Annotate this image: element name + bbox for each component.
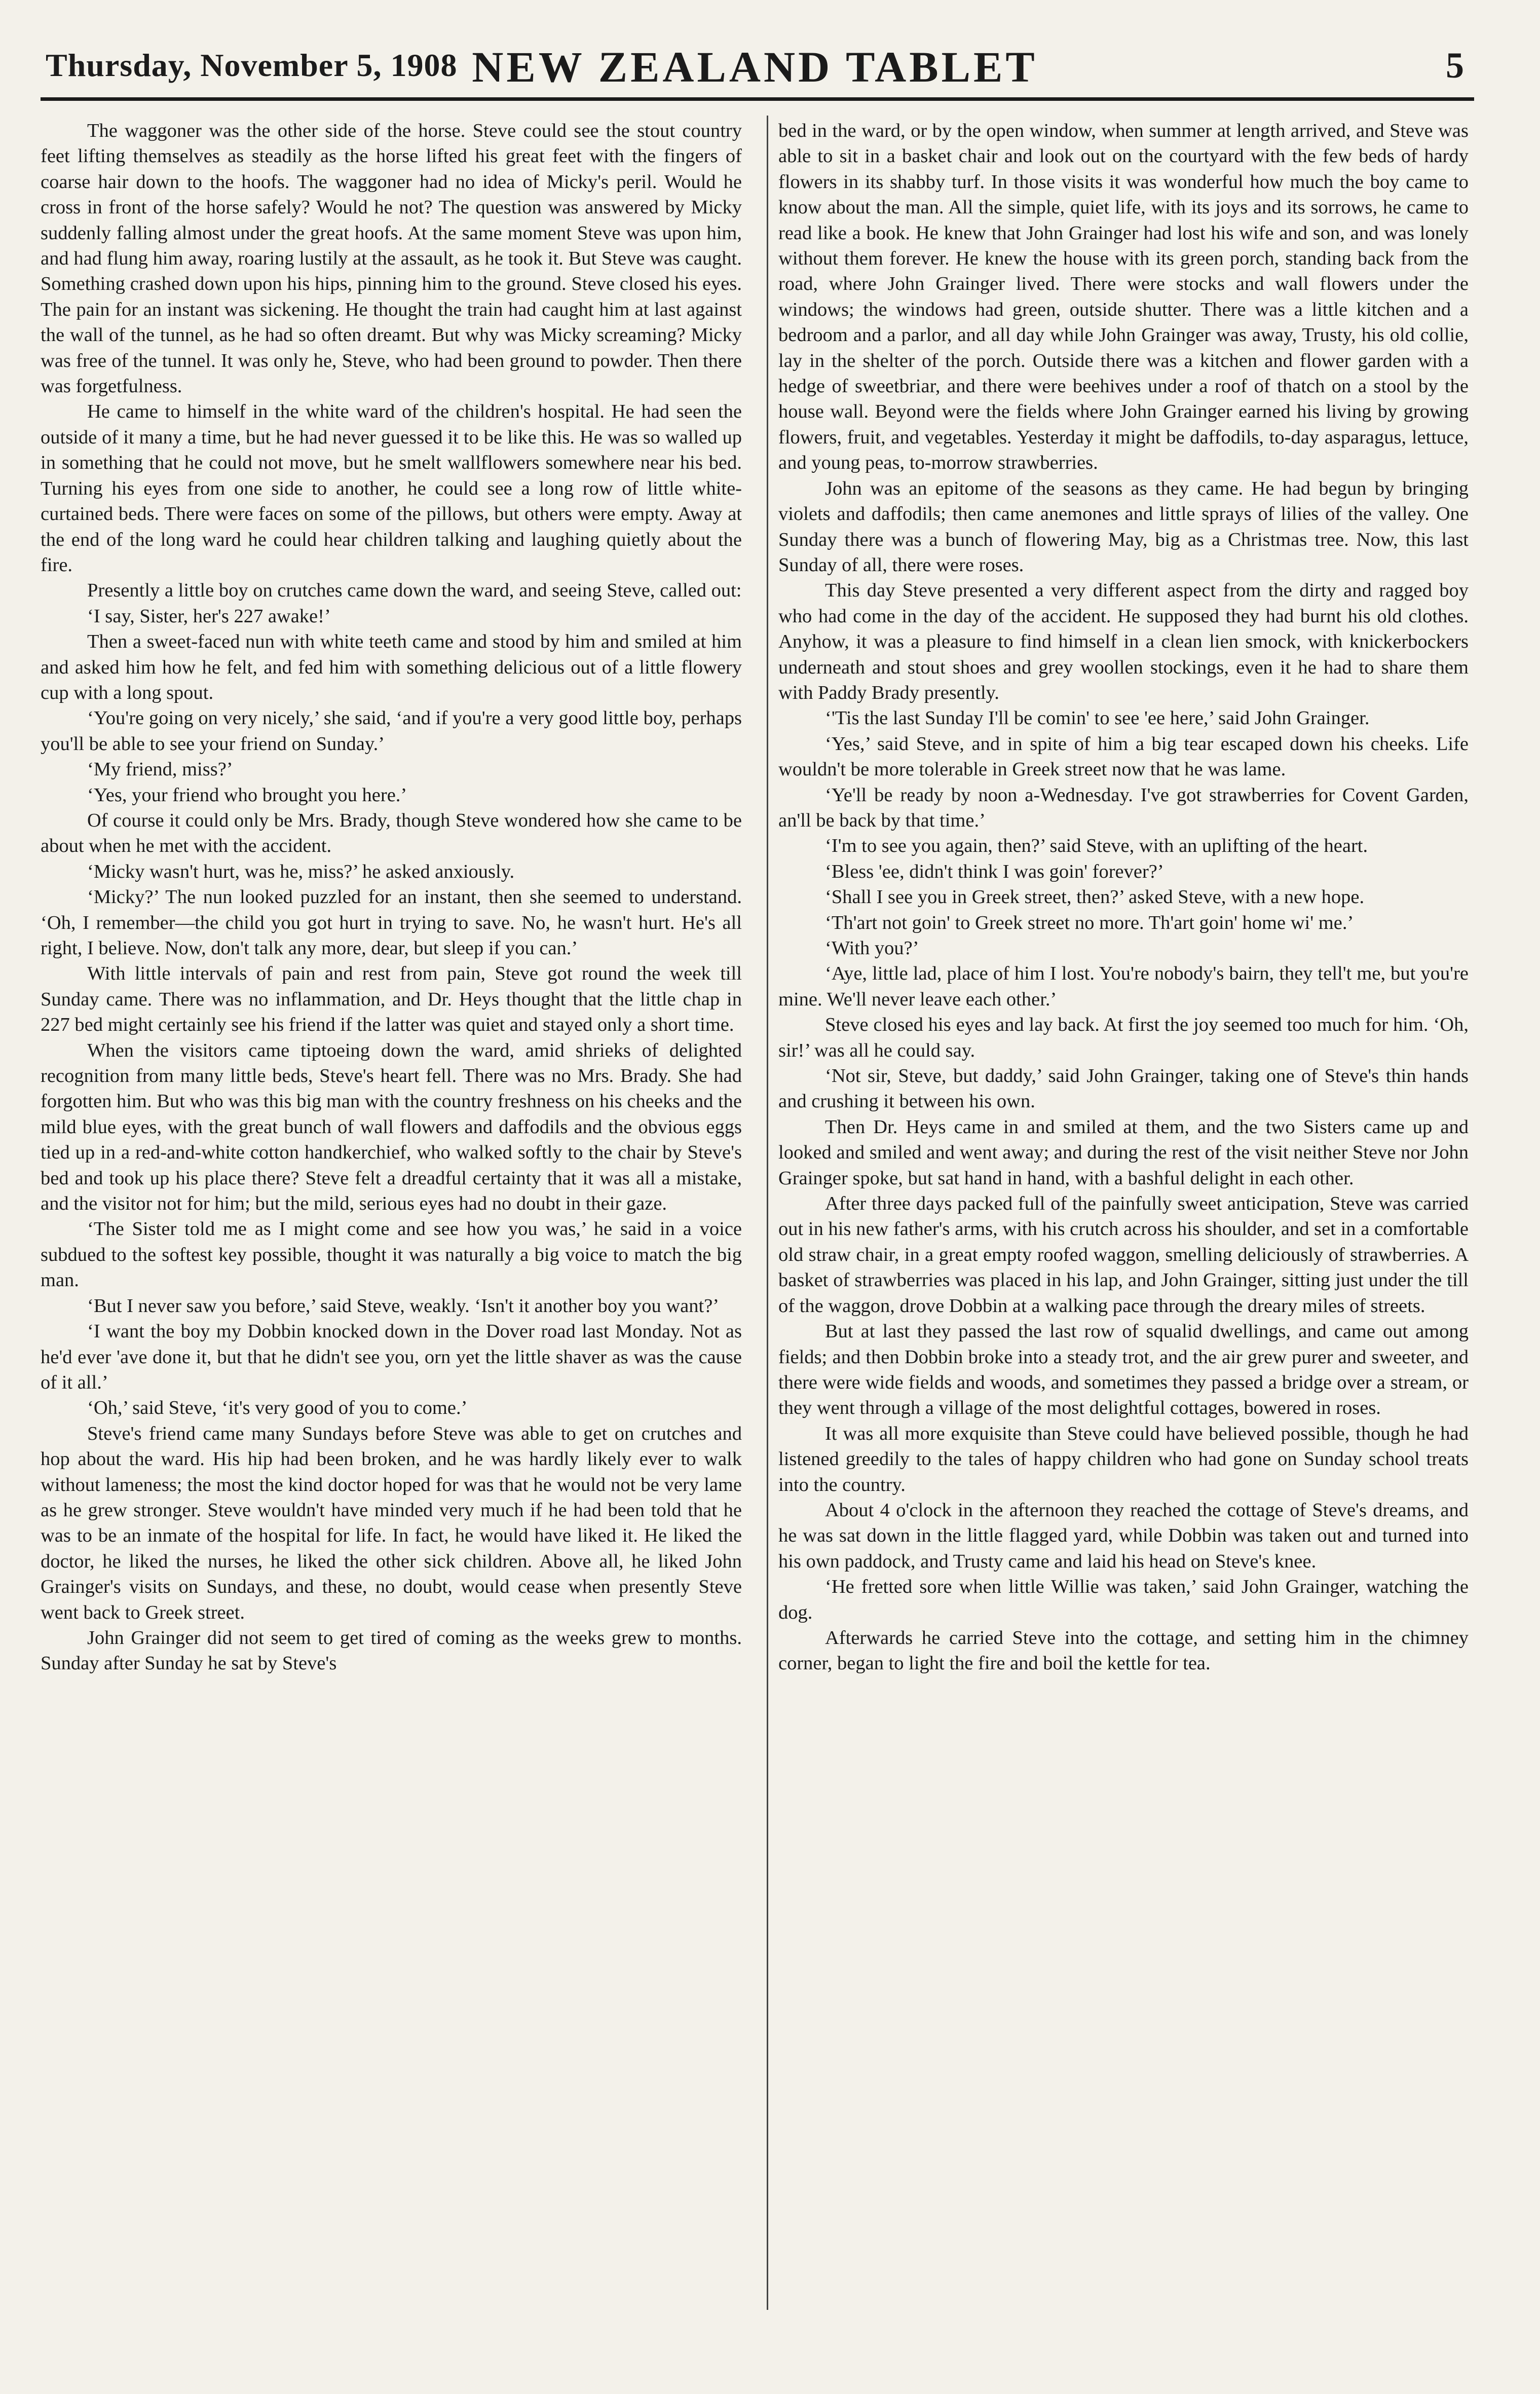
paragraph: ‘With you?’ — [825, 938, 919, 959]
paragraph: ‘Bless 'ee, didn't think I was goin' forever?’ — [825, 861, 1164, 882]
paragraph: bed in the ward, or by the open window, when summer at length arrived, and Steve was able to sit in a basket chair and look out on the courtyard with the few beds of hardy flowers in its shabby turf. In those visits it was wonderful how much the boy came to know about the man. All the simple, quiet life, with its joys and its sorrows, he came to read like a book. He knew that John Grainger had lost his wife and son, and was lonely without them forever. He knew the house with its green porch, standing back from the road, where John Grainger lived. There were stocks and wall flowers under the windows; the windows had green, outside shutter. There was a little kitchen and a bedroom and a parlor, and all day while John Grainger was away, Trusty, his old collie, lay in the shelter of the porch. Outside there was a kitchen and flower garden with a hedge of sweetbriar, and there were beehives under a roof of thatch on a stool by the house wall. Beyond were the fields where John Grainger earned his living by growing flowers, fruit, and vegetables. Yesterday it might be daffodils, to-day asparagus, lettuce, and young peas, to-morrow strawberries. — [778, 120, 1469, 474]
paragraph: ‘You're going on very nicely,’ she said, ‘and if you're a very good little boy, perhaps you'll be able to see your friend on Sunday.’ — [41, 707, 742, 755]
paragraph: ‘'Tis the last Sunday I'll be comin' to see 'ee here,’ said John Grainger. — [825, 707, 1370, 729]
paragraph: Steve closed his eyes and lay back. At first the joy seemed too much for him. ‘Oh, sir!’ was all he could say. — [778, 1014, 1469, 1061]
paragraph: ‘But I never saw you before,’ said Steve, weakly. ‘Isn't it another boy you want?’ — [87, 1295, 720, 1317]
paragraph: Steve's friend came many Sundays before Steve was able to get on crutches and hop about the ward. His hip had been broken, and he was hardly likely ever to walk without lameness; the most the kind doctor hoped for was that he would not be very lame as he grew stronger. Steve wouldn't have minded very much if he had been told that he was to be an inmate of the hospital for life. In fact, he would have liked it. He liked the doctor, he liked the nurses, he liked the other sick children. Above all, he liked John Grainger's visits on Sundays, and these, no doubt, would cease when presently Steve went back to Greek street. — [41, 1423, 742, 1623]
paragraph: ‘He fretted sore when little Willie was taken,’ said John Grainger, watching the dog. — [778, 1576, 1469, 1623]
paragraph: Then a sweet-faced nun with white teeth came and stood by him and smiled at him and asked him how he felt, and fed him with something delicious out of a little flowery cup with a long spout. — [41, 631, 742, 703]
masthead-rule — [41, 97, 1474, 101]
paragraph: ‘Th'art not goin' to Greek street no more. Th'art goin' home wi' me.’ — [825, 912, 1354, 933]
paragraph: After three days packed full of the painfully sweet anticipation, Steve was carried out in his new father's arms, with his crutch across his shoulder, and set in a comfortable old straw chair, in a great empty roofed waggon, smelling deliciously of strawberries. A basket of strawberries was placed in his lap, and John Grainger, sitting just under the till of the waggon, drove Dobbin at a walking pace through the dreary miles of streets. — [778, 1193, 1469, 1317]
paragraph: ‘Not sir, Steve, but daddy,’ said John Grainger, taking one of Steve's thin hands and crushing it between his own. — [778, 1065, 1469, 1112]
paragraph: This day Steve presented a very different aspect from the dirty and ragged boy who had come in the day of the accident. He supposed they had burnt his old clothes. Anyhow, it was a pleasure to find himself in a clean lien smock, with knickerbockers underneath and stout shoes and grey woollen stockings, even it he had to share them with Paddy Brady presently. — [778, 580, 1469, 703]
paragraph: Afterwards he carried Steve into the cottage, and setting him in the chimney corner, began to light the fire and boil the kettle for tea. — [778, 1627, 1469, 1674]
paragraph: Then Dr. Heys came in and smiled at them, and the two Sisters came up and looked and smiled and went away; and during the rest of the visit neither Steve nor John Grainger spoke, but sat hand in hand, with a bashful delight in each other. — [778, 1116, 1469, 1189]
paragraph: With little intervals of pain and rest from pain, Steve got round the week till Sunday came. There was no inflammation, and Dr. Heys thought that the little chap in 227 bed might certainly see his friend if the latter was quiet and stayed only a short time. — [41, 963, 742, 1036]
paragraph: ‘I want the boy my Dobbin knocked down in the Dover road last Monday. Not as he'd ever 'ave done it, but that he didn't see you, orn yet the little shaver as was the cause of it all.’ — [41, 1321, 742, 1393]
paragraph: About 4 o'clock in the afternoon they reached the cottage of Steve's dreams, and he was sat down in the little flagged yard, while Dobbin was taken out and turned into his own paddock, and Trusty came and laid his head on Steve's knee. — [778, 1499, 1469, 1572]
left-column — [41, 118, 742, 1676]
paragraph: ‘I'm to see you again, then?’ said Steve, with an uplifting of the heart. — [825, 835, 1368, 857]
paragraph: John was an epitome of the seasons as they came. He had begun by bringing violets and daffodils; then came anemones and little sprays of lilies of the valley. One Sunday there was a bunch of flowering May, big as a Christmas tree. Now, this last Sunday of all, there were roses. — [778, 477, 1469, 576]
newspaper-title: NEW ZEALAND TABLET — [472, 43, 1038, 91]
paragraph: He came to himself in the white ward of the children's hospital. He had seen the outside of it many a time, but he had never guessed it to be like this. He was so walled up in something that he could not move, but he smelt wallflowers somewhere near his bed. Turning his eyes from one side to another, he could see a long row of little white-curtained beds. There were faces on some of the pillows, but others were empty. Away at the end of the long ward he could hear children talking and laughing quietly about the fire. — [41, 401, 742, 576]
paragraph: ‘I say, Sister, her's 227 awake!’ — [87, 605, 331, 627]
paragraph: Of course it could only be Mrs. Brady, though Steve wondered how she came to be about when he met with the accident. — [41, 809, 742, 857]
paragraph: ‘Yes,’ said Steve, and in spite of him a big tear escaped down his cheeks. Life wouldn't be more tolerable in Greek street now that he was lame. — [778, 733, 1469, 780]
masthead — [46, 42, 1464, 97]
right-column — [778, 118, 1469, 1676]
paragraph: The waggoner was the other side of the horse. Steve could see the stout country feet lifting themselves as steadily as the horse lifted his great feet with the fingers of coarse hair down to the hoofs. The waggoner had no idea of Micky's peril. Would he cross in front of the horse safely? Would he not? The question was answered by Micky suddenly falling almost under the great hoofs. At the same moment Steve was upon him, and had flung him away, roaring lustily at the assault, as he took it. But Steve was caught. Something crashed down upon his hips, pinning him to the ground. Steve closed his eyes. The pain for an instant was sickening. He thought the train had caught him at last against the wall of the tunnel, as he had so often dreamt. But why was Micky screaming? Micky was free of the tunnel. It was only he, Steve, who had been ground to powder. Then there was forgetfulness. — [41, 120, 742, 397]
issue-date: Thursday, November 5, 1908 — [46, 47, 458, 83]
paragraph: ‘Ye'll be ready by noon a-Wednesday. I've got strawberries for Covent Garden, an'll be back by that time.’ — [778, 784, 1469, 831]
page-number: 5 — [1446, 45, 1464, 86]
paragraph: It was all more exquisite than Steve could have believed possible, though he had listened greedily to the tales of happy children who had gone on Sunday school treats into the country. — [778, 1423, 1469, 1495]
paragraph: Presently a little boy on crutches came down the ward, and seeing Steve, called out: — [87, 580, 742, 602]
paragraph: ‘Micky?’ The nun looked puzzled for an instant, then she seemed to understand. ‘Oh, I remember—the child you got hurt in trying to save. No, he wasn't hurt. He's all right, I believe. Now, don't talk any more, dear, but sleep if you can.’ — [41, 886, 742, 959]
paragraph: ‘Micky wasn't hurt, was he, miss?’ he asked anxiously. — [87, 861, 515, 882]
paragraph: ‘Yes, your friend who brought you here.’ — [87, 784, 407, 806]
paragraph: When the visitors came tiptoeing down the ward, amid shrieks of delighted recognition from many little beds, Steve's heart fell. There was no Mrs. Brady. She had forgotten him. But who was this big man with the country freshness on his cheeks and the mild blue eyes, with the great bunch of wall flowers and daffodils and the obvious eggs tied up in a red-and-white cotton handkerchief, who walked softly to the chair by Steve's bed and took up his place there? Steve felt a dreadful certainty that it was all a mistake, and the visitor not for him; but the mild, serious eyes had no doubt in their gaze. — [41, 1039, 742, 1215]
paragraph: ‘Oh,’ said Steve, ‘it's very good of you to come.’ — [87, 1397, 468, 1419]
column-divider — [767, 116, 768, 2310]
paragraph: But at last they passed the last row of squalid dwellings, and came out among fields; and then Dobbin broke into a steady trot, and the air grew purer and sweeter, and there were wide fields and woods, and sometimes they passed a bridge over a stream, or they went through a village of the most delightful cottages, bowered in roses. — [778, 1321, 1469, 1419]
paragraph: ‘My friend, miss?’ — [87, 759, 233, 780]
paragraph: ‘The Sister told me as I might come and see how you was,’ he said in a voice subdued to the softest key possible, thought it was naturally a big voice to match the big man. — [41, 1218, 742, 1291]
paragraph: ‘Aye, little lad, place of him I lost. You're nobody's bairn, they tell't me, but you're mine. We'll never leave each other.’ — [778, 963, 1469, 1010]
paragraph: John Grainger did not seem to get tired of coming as the weeks grew to months. Sunday after Sunday he sat by Steve's — [41, 1627, 742, 1674]
paragraph: ‘Shall I see you in Greek street, then?’ asked Steve, with a new hope. — [825, 886, 1365, 908]
